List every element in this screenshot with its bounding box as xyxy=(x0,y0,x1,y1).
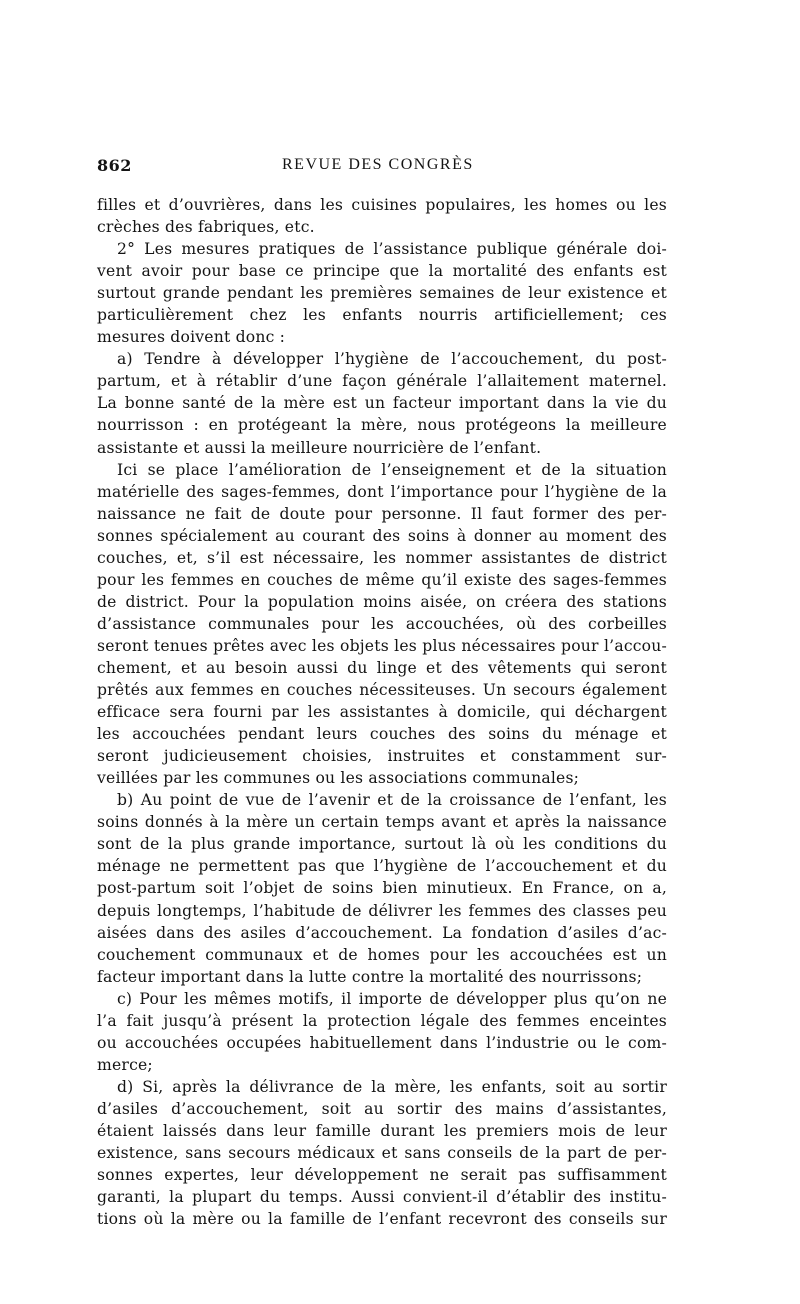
body-text xyxy=(97,194,667,1230)
text-line: b) Au point de vue de l’avenir et de la croissance de l’enfant, les xyxy=(117,791,667,810)
text-line: crèches des fabriques, etc. xyxy=(97,218,315,237)
text-line: d) Si, après la délivrance de la mère, les enfants, soit au sortir xyxy=(117,1077,667,1096)
text-line: vent avoir pour base ce principe que la mortalité des enfants est xyxy=(97,262,667,281)
text-line: naissance ne fait de doute pour personne. Il faut former des per- xyxy=(97,504,667,523)
text-line: d’asiles d’accouchement, soit au sortir des mains d’assistantes, xyxy=(97,1099,667,1118)
text-line: particulièrement chez les enfants nourris artificiellement; ces xyxy=(97,306,667,325)
text-line: les accouchées pendant leurs couches des soins du ménage et xyxy=(97,725,667,744)
text-line: nourrisson : en protégeant la mère, nous protégeons la meilleure xyxy=(97,416,667,435)
text-line: partum, et à rétablir d’une façon générale l’allaitement maternel. xyxy=(97,372,667,391)
text-line: sont de la plus grande importance, surtout là où les conditions du xyxy=(97,835,667,854)
text-line: ou accouchées occupées habituellement dans l’industrie ou le com- xyxy=(97,1033,667,1052)
text-line: de district. Pour la population moins aisée, on créera des stations xyxy=(97,592,667,611)
text-line: prêtés aux femmes en couches nécessiteuses. Un secours également xyxy=(97,681,667,700)
text-line: couchement communaux et de homes pour les accouchées est un xyxy=(97,945,667,964)
text-line: pour les femmes en couches de même qu’il existe des sages-femmes xyxy=(97,570,667,589)
text-line: soins donnés à la mère un certain temps avant et après la naissance xyxy=(97,813,667,832)
text-line: étaient laissés dans leur famille durant les premiers mois de leur xyxy=(97,1121,667,1140)
text-line: La bonne santé de la mère est un facteur important dans la vie du xyxy=(97,394,667,413)
text-line: sonnes expertes, leur développement ne serait pas suffisamment xyxy=(97,1166,667,1185)
page-header xyxy=(97,156,665,180)
text-line: surtout grande pendant les premières semaines de leur existence et xyxy=(97,284,667,303)
text-line: post-partum soit l’objet de soins bien minutieux. En France, on a, xyxy=(97,879,667,898)
running-title: REVUE DES CONGRÈS xyxy=(282,156,474,173)
text-line: garanti, la plupart du temps. Aussi convient-il d’établir des institu- xyxy=(97,1188,667,1207)
text-line: chement, et au besoin aussi du linge et des vêtements qui seront xyxy=(97,658,667,677)
text-line: efficace sera fourni par les assistantes à domicile, qui déchargent xyxy=(97,703,667,722)
text-line: l’a fait jusqu’à présent la protection légale des femmes enceintes xyxy=(97,1011,667,1030)
text-line: mesures doivent donc : xyxy=(97,328,286,347)
text-line: filles et d’ouvrières, dans les cuisines populaires, les homes ou les xyxy=(97,196,667,214)
text-line: veillées par les communes ou les associations communales; xyxy=(97,769,580,788)
text-line: aisées dans des asiles d’accouchement. La fondation d’asiles d’ac- xyxy=(97,923,667,942)
text-line: merce; xyxy=(97,1055,153,1074)
text-line: ménage ne permettent pas que l’hygiène de l’accouchement et du xyxy=(97,857,667,876)
text-line: c) Pour les mêmes motifs, il importe de développer plus qu’on ne xyxy=(117,989,667,1008)
page-number: 862 xyxy=(97,156,132,175)
text-line: depuis longtemps, l’habitude de délivrer les femmes des classes peu xyxy=(97,901,667,920)
text-line: seront tenues prêtes avec les objets les plus nécessaires pour l’accou- xyxy=(97,636,667,655)
text-line: Ici se place l’amélioration de l’enseignement et de la situation xyxy=(117,460,667,479)
text-line: a) Tendre à développer l’hygiène de l’accouchement, du post- xyxy=(117,350,667,369)
text-line: seront judicieusement choisies, instruites et constamment sur- xyxy=(97,747,667,766)
text-line: 2° Les mesures pratiques de l’assistance publique générale doi- xyxy=(117,240,667,259)
text-line: sonnes spécialement au courant des soins à donner au moment des xyxy=(97,526,667,545)
text-line: matérielle des sages-femmes, dont l’importance pour l’hygiène de la xyxy=(97,482,667,501)
text-line: d’assistance communales pour les accouchées, où des corbeilles xyxy=(97,614,667,633)
text-line: facteur important dans la lutte contre la mortalité des nourrissons; xyxy=(97,967,643,986)
text-line: assistante et aussi la meilleure nourricière de l’enfant. xyxy=(97,438,542,457)
text-line: tions où la mère ou la famille de l’enfant recevront des conseils sur xyxy=(97,1210,667,1229)
text-line: existence, sans secours médicaux et sans conseils de la part de per- xyxy=(97,1144,667,1163)
text-line: couches, et, s’il est nécessaire, les nommer assistantes de district xyxy=(97,548,667,567)
